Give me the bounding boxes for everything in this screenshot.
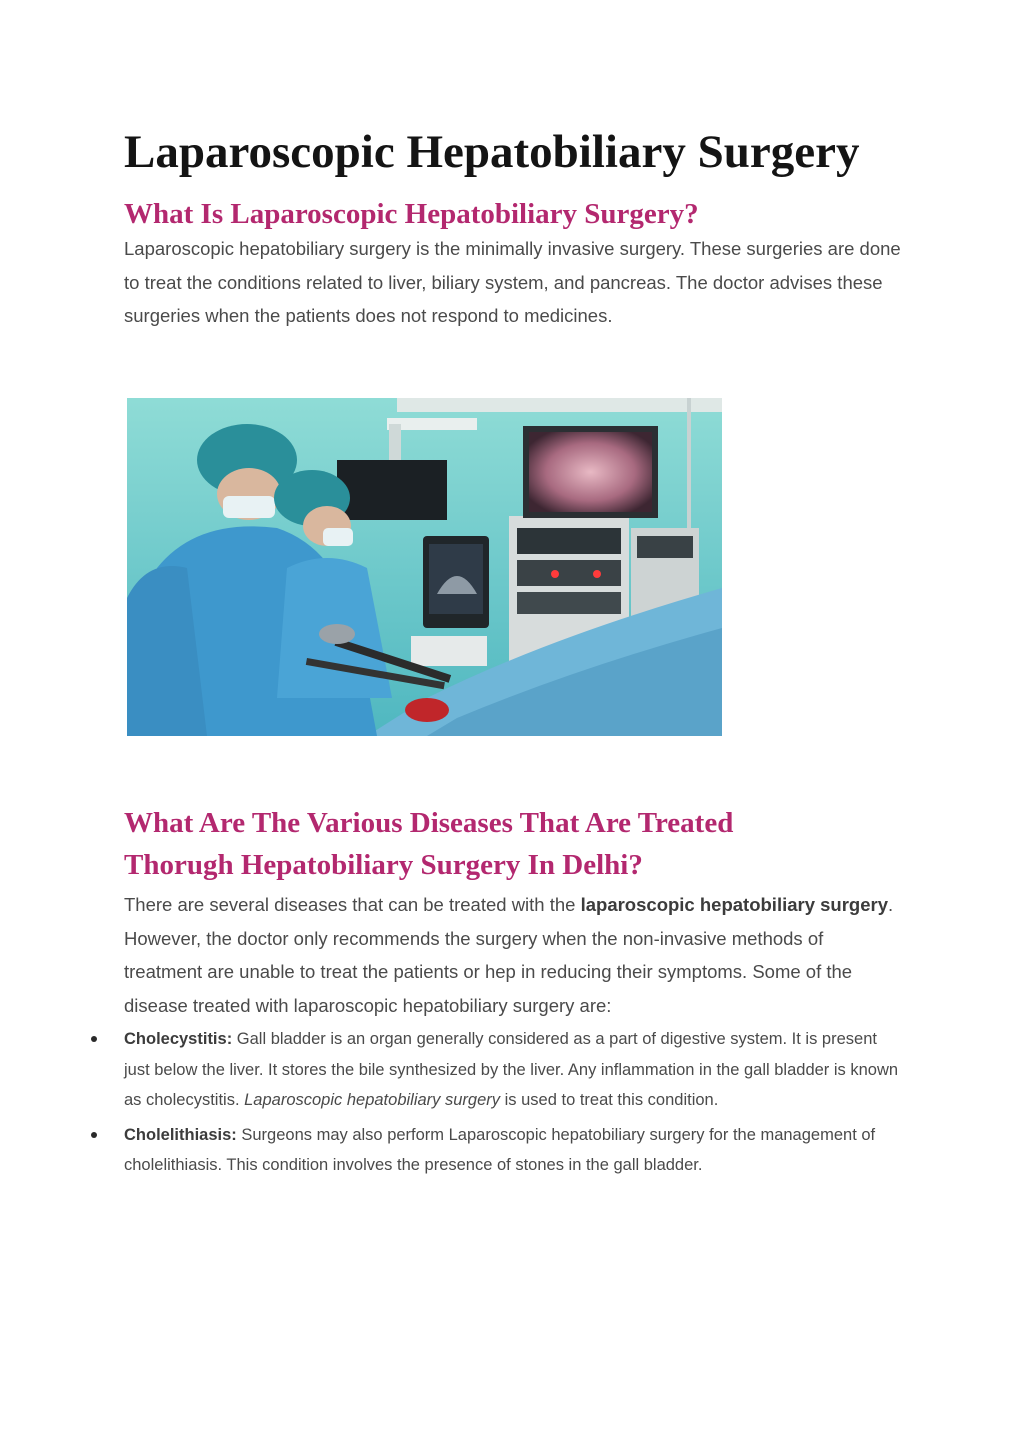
bullet-icon bbox=[91, 1036, 97, 1042]
intro-text-end: . However, the doctor only recommends the surgery when the non-invasive methods of treatment are unable to treat the patients or hep in reducing their symptoms. Some of the disease treated with laparoscopic hepatobiliary surgery are: bbox=[124, 894, 894, 1016]
list-item-text: Surgeons may also perform Laparoscopic hepatobiliary surgery for the management of cholelithiasis. This condition involves the presence of stones in the gall bladder. bbox=[124, 1125, 876, 1174]
list-item-term: Cholecystitis: bbox=[124, 1030, 233, 1048]
intro-bold-term: laparoscopic hepatobiliary surgery bbox=[580, 894, 889, 915]
page-title: Laparoscopic Hepatobiliary Surgery bbox=[124, 126, 860, 178]
diseases-intro-paragraph bbox=[124, 888, 904, 1022]
list-item-term: Cholelithiasis: bbox=[124, 1125, 237, 1144]
intro-text-start: There are several diseases that can be treated with the bbox=[124, 894, 581, 915]
intro-paragraph: Laparoscopic hepatobiliary surgery is the minimally invasive surgery. These surgeries are done to treat the conditions related to liver, biliary system, and pancreas. The doctor advises these surgeries when the patients does not respond to medicines. bbox=[124, 238, 901, 326]
list-item-text: Gall bladder is an organ generally considered as a part of digestive system. It is present just below the liver. It stores the bile synthesized by the liver. Any inflammation in the gall bladder is known as cholecystitis. bbox=[124, 1030, 899, 1109]
list-item-italic: Laparoscopic hepatobiliary surgery bbox=[244, 1091, 501, 1109]
section-heading-what-is: What Is Laparoscopic Hepatobiliary Surgery? bbox=[124, 198, 699, 230]
section-heading-diseases: What Are The Various Diseases That Are Treated Thorugh Hepatobiliary Surgery In Delhi? bbox=[124, 807, 734, 881]
disease-list bbox=[124, 1024, 904, 1181]
list-item-text-end: is used to treat this condition. bbox=[500, 1091, 719, 1109]
bullet-icon bbox=[91, 1132, 97, 1138]
list-item bbox=[124, 1024, 904, 1116]
list-item bbox=[124, 1120, 904, 1181]
surgery-photo bbox=[127, 398, 722, 736]
